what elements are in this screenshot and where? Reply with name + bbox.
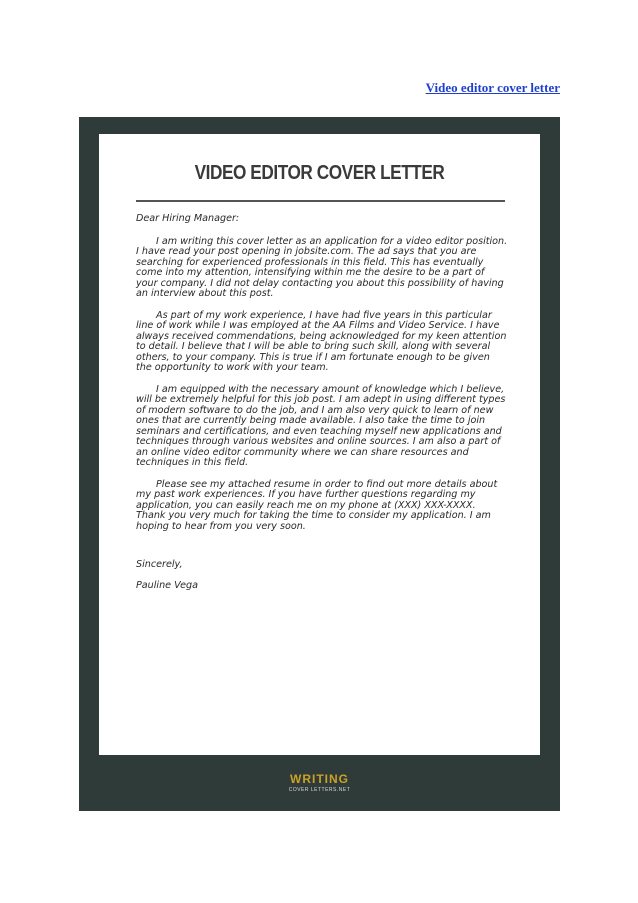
letter-paper	[99, 134, 540, 755]
brand-logo-subtext: COVER LETTERS.NET	[288, 787, 351, 793]
letter-image-frame	[79, 117, 560, 811]
closing: Sincerely,	[136, 559, 183, 570]
paragraph: I am equipped with the necessary amount of knowledge which I believe, will be extremely helpful for this job post. I am adept in using different types of modern software to do the job, and I am also very quick to learn of new ones that are currently being made available. I also take the time to join seminars and certifications, and even teaching myself new applications and techniques through various websites and online sources. I am also a part of an online video editor community where we can share resources and techniques in this field.	[136, 383, 506, 468]
title-link[interactable]: Video editor cover letter	[425, 80, 560, 95]
document-title: VIDEO EDITOR COVER LETTER	[194, 162, 445, 184]
paragraph: As part of my work experience, I have had five years in this particular line of work while I was employed at the AA Films and Video Service. I have always received commendations, being acknowledged for my keen attention to detail. I believe that I will be able to bring such skill, along with several others, to your company. This is true if I am fortunate enough to be given the opportunity to work with your team.	[136, 309, 507, 373]
letter-body	[136, 214, 508, 591]
salutation: Dear Hiring Manager:	[136, 213, 240, 224]
paragraph: I am writing this cover letter as an application for a video editor position. I have read your post opening in jobsite.com. The ad says that you are searching for experienced professionals in this field. This has eventually come into my attention, intensifying within me the desire to be a part of your company. I did not delay contacting you about this possibility of having an interview about this post.	[136, 235, 508, 299]
title-divider	[136, 200, 505, 202]
signer-name: Pauline Vega	[136, 579, 198, 591]
paragraph: Please see my attached resume in order to find out more details about my past work experiences. If you have further questions regarding my application, you can easily reach me on my phone at (XXX) XXX-XXXX. Thank you very much for taking the time to consider my application. I am hoping to hear from you very soon.	[136, 478, 498, 532]
brand-logo-text: WRITING	[290, 772, 349, 786]
brand-logo	[79, 772, 560, 793]
